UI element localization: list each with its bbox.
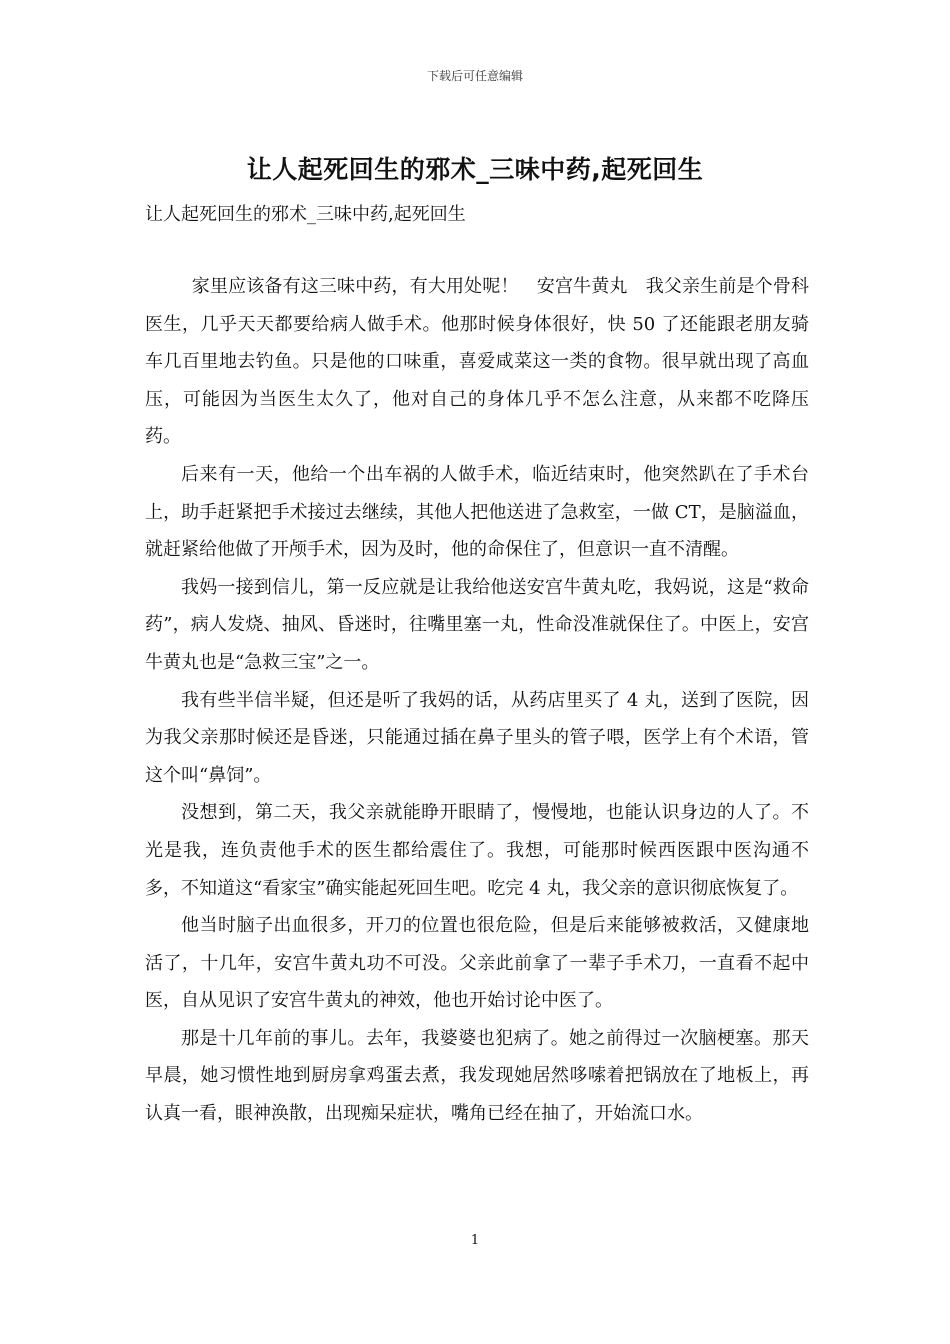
paragraph-4: 我有些半信半疑，但还是听了我妈的话，从药店里买了 4 丸，送到了医院，因为我父亲那时候还是昏迷，只能通过插在鼻子里头的管子喂，医学上有个术语，管这个叫“鼻饲”。: [145, 689, 809, 786]
paragraph-7: 那是十几年前的事儿。去年，我婆婆也犯病了。她之前得过一次脑梗塞。那天早晨，她习惯性地到厨房拿鸡蛋去煮，我发现她居然哆嗦着把锅放在了地板上，再认真一看，眼神涣散，出现痴呆症状，嘴角已经在抽了，开始流口水。: [145, 1027, 809, 1125]
paragraph-1: 家里应该备有这三味中药，有大用处呢！ 安宫牛黄丸 我父亲生前是个骨科医生，几乎天天都要给病人做手术。他那时候身体很好，快 50 了还能跟老朋友骑车几百里地去钓鱼。只是他的口味重，喜爱咸菜这一类的食物。很早就出现了高血压，可能因为当医生太久了，他对自己的身体几乎不怎么注意，从来都不吃降压药。: [145, 276, 809, 448]
paragraph-3: 我妈一接到信儿，第一反应就是让我给他送安宫牛黄丸吃，我妈说，这是“救命药”，病人发烧、抽风、昏迷时，往嘴里塞一丸，性命没准就保住了。中医上，安宫牛黄丸也是“急救三宝”之一。: [145, 576, 809, 673]
document-body: [145, 268, 809, 1133]
document-title: 让人起死回生的邪术_三味中药,起死回生: [246, 155, 704, 184]
paragraph-2: 后来有一天，他给一个出车祸的人做手术，临近结束时，他突然趴在了手术台上，助手赶紧把手术接过去继续，其他人把他送进了急救室，一做 CT，是脑溢血，就赶紧给他做了开颅手术，因为及时，他的命保住了，但意识一直不清醒。: [145, 463, 809, 561]
paragraph-5: 没想到，第二天，我父亲就能睁开眼睛了，慢慢地，也能认识身边的人了。不光是我，连负责他手术的医生都给震住了。我想，可能那时候西医跟中医沟通不多，不知道这“看家宝”确实能起死回生吧。吃完 4 丸，我父亲的意识彻底恢复了。: [145, 802, 809, 899]
header-note: 下载后可任意编辑: [426, 69, 523, 83]
paragraph-6: 他当时脑子出血很多，开刀的位置也很危险，但是后来能够被救活，又健康地活了，十几年，安宫牛黄丸功不可没。父亲此前拿了一辈子手术刀，一直看不起中医，自从见识了安宫牛黄丸的神效，他也开始讨论中医了。: [145, 915, 809, 1012]
document-subtitle: 让人起死回生的邪术_三味中药,起死回生: [145, 204, 466, 225]
page-number: 1: [470, 1233, 480, 1248]
